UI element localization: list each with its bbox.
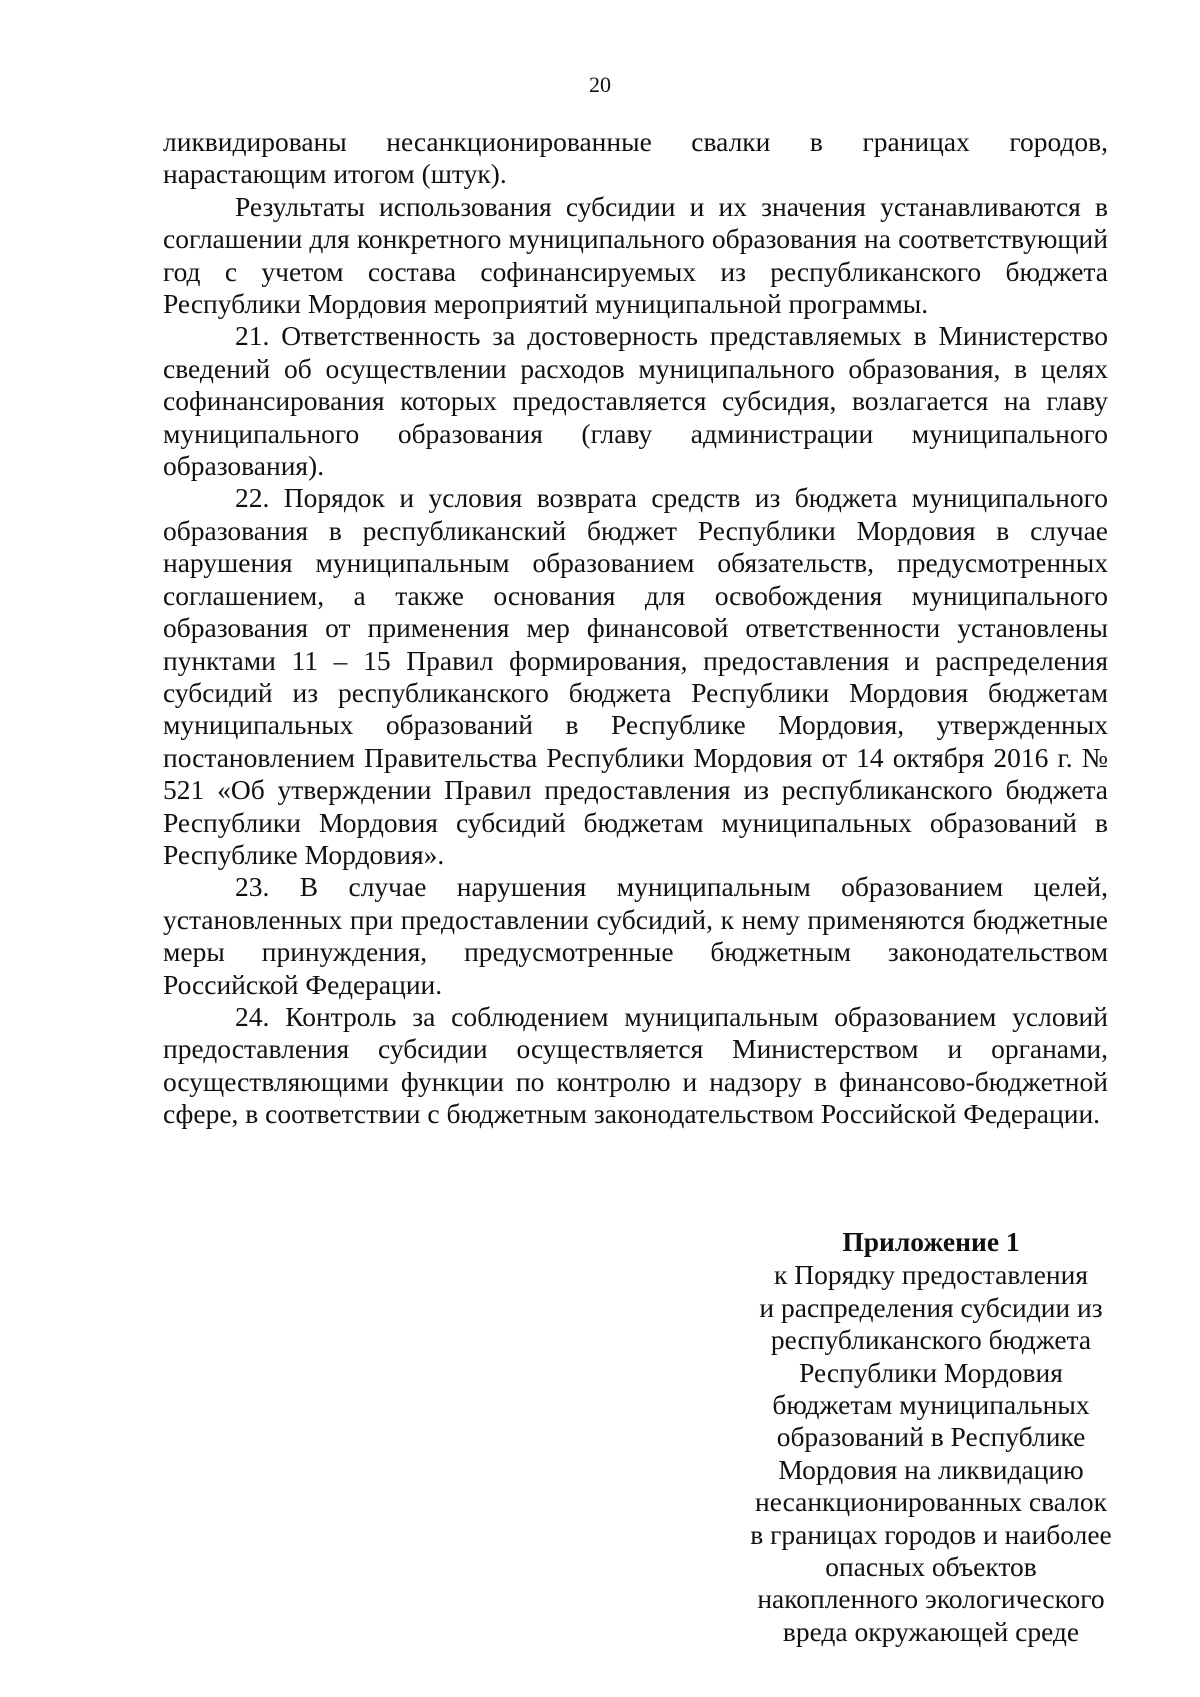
appendix-line: накопленного экологического	[757, 1583, 1105, 1615]
paragraph-21: 21. Ответственность за достоверность представляемых в Министерство сведений об осуществлении расходов муниципального образования, в целях софинансирования которых предоставляется субсидия, возлагается на главу муниципального образования (главу администрации муниципального образования).	[163, 320, 1108, 482]
appendix-title: Приложение 1	[842, 1226, 1020, 1257]
appendix-line: республиканского бюджета	[770, 1324, 1092, 1356]
page-number: 20	[589, 72, 611, 97]
appendix-line: опасных объектов	[825, 1551, 1037, 1583]
appendix-line: вреда окружающей среде	[782, 1615, 1080, 1647]
paragraph-22: 22. Порядок и условия возврата средств из бюджета муниципального образования в республиканский бюджет Республики Мордовия в случае нарушения муниципальным образованием обязательств, предусмотренных соглашением, а также основания для освобождения муниципального образования от применения мер финансовой ответственности установлены пунктами 11 – 15 Правил формирования, предоставления и распределения субсидий из республиканского бюджета Республики Мордовия бюджетам муниципальных образований в Республике Мордовия, утвержденных постановлением Правительства Республики Мордовия от 14 октября 2016 г. № 521 «Об утверждении Правил предоставления из республиканского бюджета Республики Мордовия субсидий бюджетам муниципальных образований в Республике Мордовия».	[163, 482, 1108, 870]
appendix-line: и распределения субсидии из	[759, 1291, 1103, 1323]
paragraph-23: 23. В случае нарушения муниципальным образованием целей, установленных при предоставлении субсидий, к нему применяются бюджетные меры принуждения, предусмотренные бюджетным законодательством Российской Федерации.	[163, 871, 1108, 1000]
appendix-line: к Порядку предоставления	[774, 1259, 1088, 1291]
appendix-line: бюджетам муниципальных	[772, 1389, 1090, 1421]
paragraph-continuation: ликвидированы несанкционированные свалки в границах городов, нарастающим итогом (штук).	[163, 126, 1108, 190]
paragraph-24: 24. Контроль за соблюдением муниципальным образованием условий предоставления субсидии осуществляется Министерством и органами, осуществляющими функции по контролю и надзору в финансово-бюджетной сфере, в соответствии с бюджетным законодательством Российской Федерации.	[163, 1000, 1108, 1130]
appendix-line: несанкционированных свалок	[754, 1486, 1108, 1518]
paragraph-results: Результаты использования субсидии и их значения устанавливаются в соглашении для конкретного муниципального образования на соответствующий год с учетом состава софинансируемых из республиканского бюджета Республики Мордовия мероприятий муниципальной программы.	[163, 190, 1108, 320]
appendix-line: образований в Республике	[776, 1421, 1086, 1453]
appendix-line: Мордовия на ликвидацию	[778, 1453, 1084, 1485]
appendix-block	[735, 1226, 1127, 1648]
document-body	[163, 126, 1108, 1131]
appendix-line: в границах городов и наиболее	[750, 1518, 1112, 1550]
appendix-line: Республики Мордовия	[799, 1356, 1063, 1388]
